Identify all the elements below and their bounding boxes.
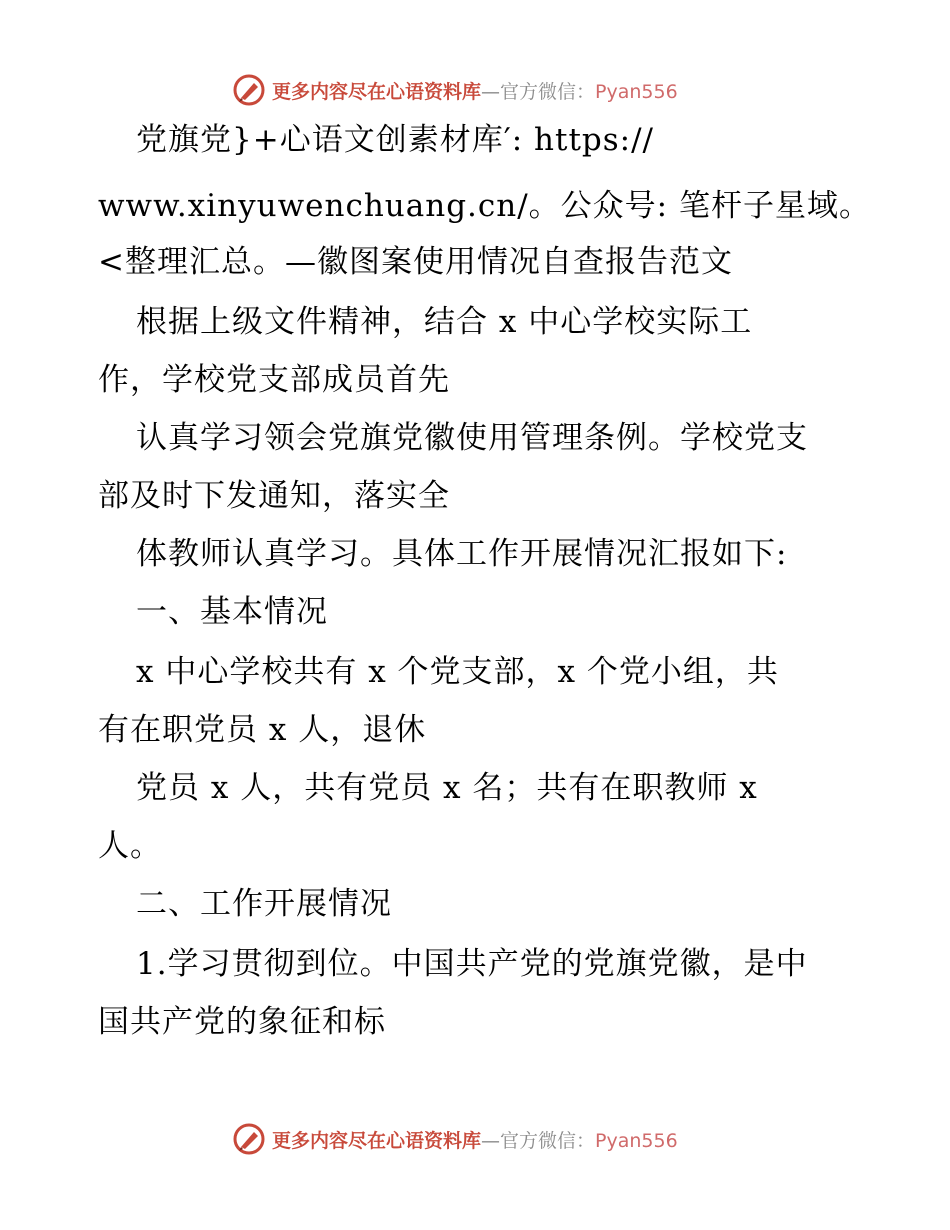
pen-logo-icon: [232, 1122, 266, 1156]
text-line-3: <整理汇总。—徽图案使用情况自查报告范文: [98, 244, 733, 280]
section-heading-basic: 一、基本情况: [136, 594, 328, 630]
text-line-13: 人。: [98, 828, 162, 864]
watermark-dash: —: [481, 80, 501, 103]
text-line-2: www.xinyuwenchuang.cn/。公众号: 笔杆子星域。: [98, 188, 871, 224]
text-line-12: 党员 x 人，共有党员 x 名；共有在职教师 x: [136, 770, 758, 806]
text-line-15: 1.学习贯彻到位。中国共产党的党旗党徽，是中: [136, 946, 808, 982]
text-line-1: 党旗党}+心语文创素材库′: https://: [136, 122, 654, 158]
text-line-5: 作，学校党支部成员首先: [98, 362, 450, 398]
watermark-wechat-label: 官方微信: [500, 1129, 577, 1152]
watermark-footer: [232, 1121, 752, 1157]
text-line-8: 体教师认真学习。具体工作开展情况汇报如下:: [136, 536, 788, 572]
watermark-wechat-label: 官方微信: [500, 80, 577, 103]
text-line-11: 有在职党员 x 人，退休: [98, 712, 427, 748]
watermark-text: [272, 1126, 678, 1153]
watermark-title: 更多内容尽在心语资料库: [272, 80, 482, 103]
text-line-4: 根据上级文件精神，结合 x 中心学校实际工: [136, 304, 753, 340]
watermark-wechat-id: Pyan556: [595, 80, 678, 103]
watermark-colon: ：: [576, 80, 596, 103]
text-line-16: 国共产党的象征和标: [98, 1004, 386, 1040]
section-heading-work: 二、工作开展情况: [136, 886, 392, 922]
watermark-text: [272, 77, 678, 104]
watermark-header: [232, 72, 752, 108]
watermark-title: 更多内容尽在心语资料库: [272, 1129, 482, 1152]
text-line-10: x 中心学校共有 x 个党支部，x 个党小组，共: [136, 654, 779, 690]
pen-logo-icon: [232, 73, 266, 107]
watermark-colon: ：: [576, 1129, 596, 1152]
text-line-7: 部及时下发通知，落实全: [98, 478, 450, 514]
text-line-6: 认真学习领会党旗党徽使用管理条例。学校党支: [136, 420, 808, 456]
watermark-dash: —: [481, 1129, 501, 1152]
watermark-wechat-id: Pyan556: [595, 1129, 678, 1152]
